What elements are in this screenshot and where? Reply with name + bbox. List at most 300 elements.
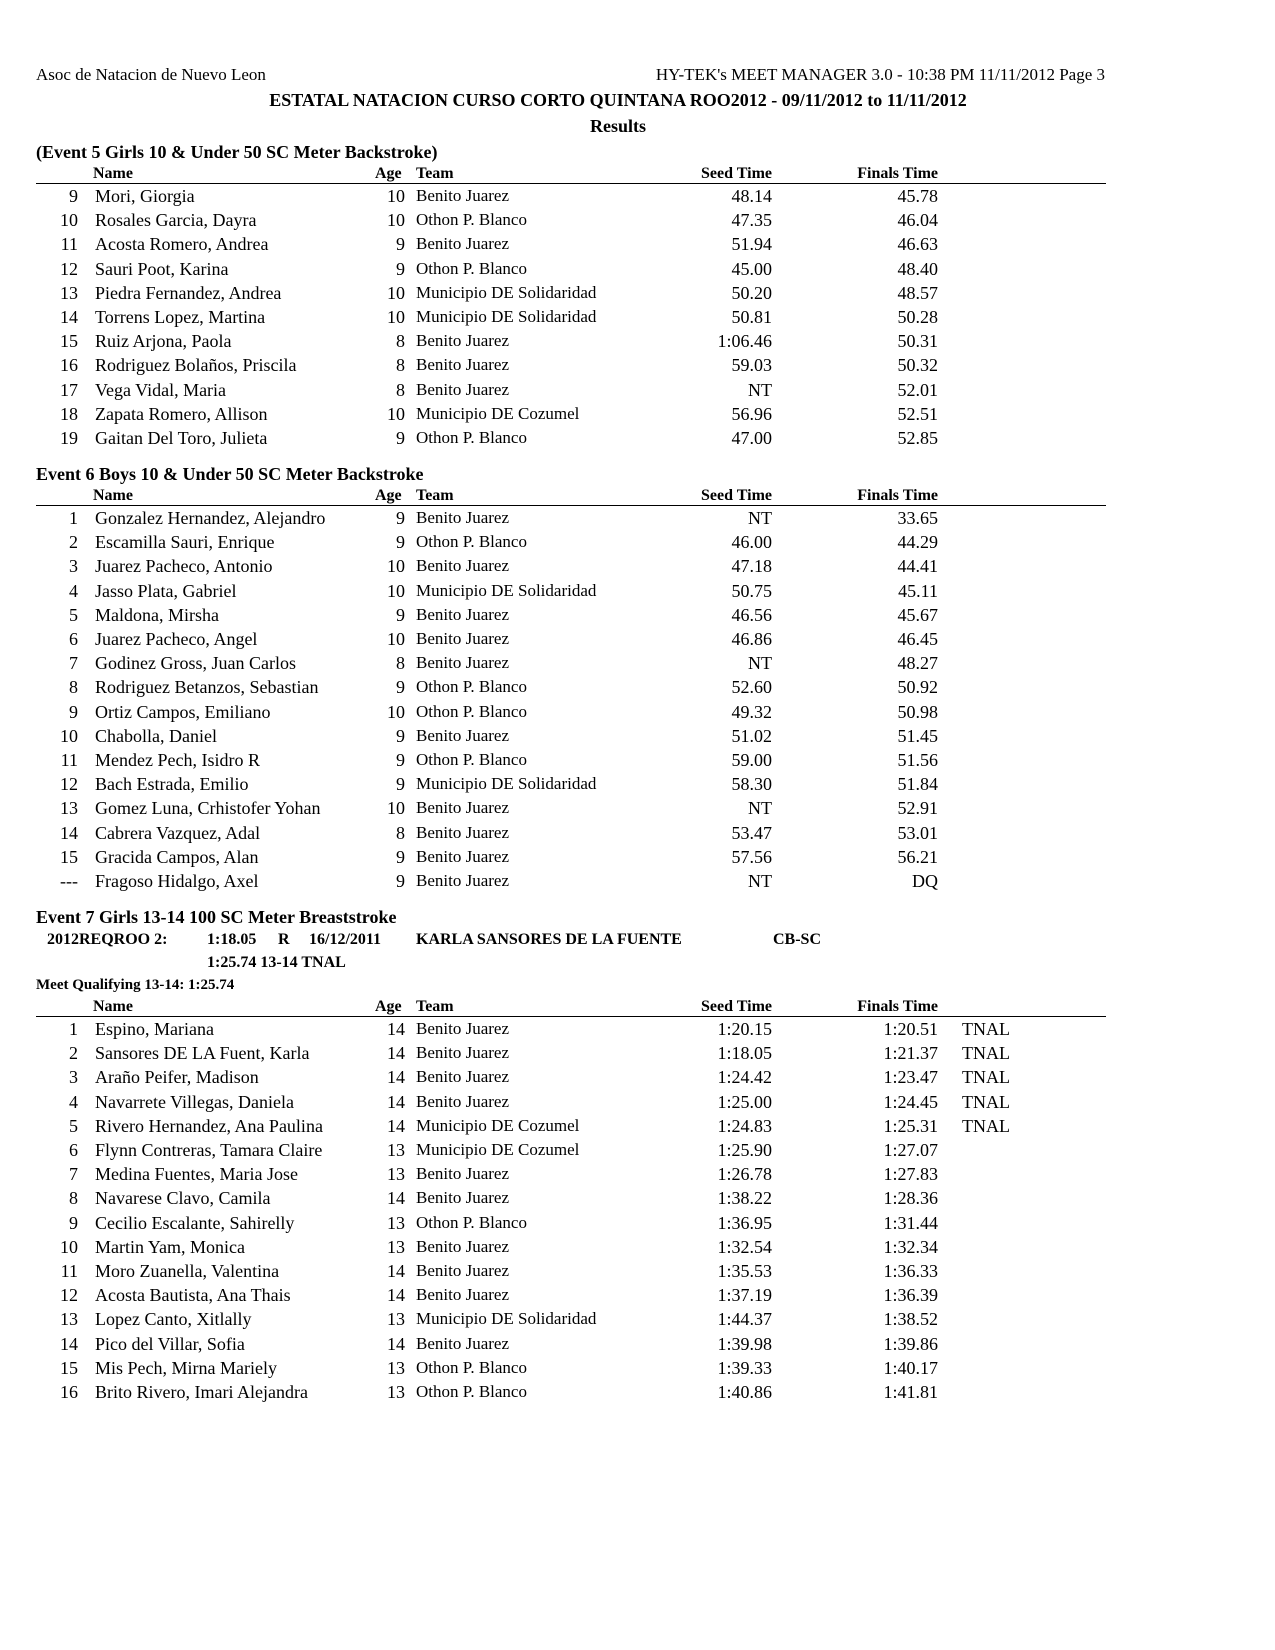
age: 9 bbox=[396, 677, 405, 698]
finals-time: 1:40.17 bbox=[883, 1357, 938, 1378]
result-row bbox=[36, 283, 1106, 307]
result-row bbox=[36, 380, 1106, 404]
age: 8 bbox=[396, 653, 405, 674]
swimmer-name: Brito Rivero, Imari Alejandra bbox=[95, 1382, 308, 1402]
result-row bbox=[36, 1043, 1106, 1067]
col-team: Team bbox=[416, 998, 454, 1015]
swimmer-name: Araño Peifer, Madison bbox=[95, 1067, 259, 1088]
swimmer-name: Sauri Poot, Karina bbox=[95, 258, 229, 279]
finals-time: 33.65 bbox=[897, 508, 938, 528]
seed-time: 47.18 bbox=[731, 556, 772, 577]
column-header-row bbox=[36, 159, 1106, 184]
team: Benito Juarez bbox=[416, 1236, 509, 1256]
place: 16 bbox=[60, 355, 78, 376]
swimmer-name: Rivero Hernandez, Ana Paulina bbox=[95, 1115, 323, 1136]
col-seed: Seed Time bbox=[701, 165, 772, 182]
team: Benito Juarez bbox=[416, 822, 509, 842]
age: 8 bbox=[396, 822, 405, 843]
result-row bbox=[36, 532, 1106, 556]
result-row bbox=[36, 702, 1106, 726]
age: 13 bbox=[387, 1357, 405, 1378]
place: 13 bbox=[60, 282, 78, 303]
event-title: Event 6 Boys 10 & Under 50 SC Meter Backstroke bbox=[36, 464, 424, 484]
finals-time: 1:25.31 bbox=[883, 1115, 938, 1136]
place: 18 bbox=[60, 403, 78, 424]
finals-time: 50.32 bbox=[897, 355, 938, 376]
swimmer-name: Escamilla Sauri, Enrique bbox=[95, 532, 275, 553]
swimmer-name: Zapata Romero, Allison bbox=[95, 403, 268, 424]
time-standard: 1:25.74 13-14 TNAL bbox=[207, 954, 346, 971]
team: Benito Juarez bbox=[416, 725, 509, 745]
place: 10 bbox=[60, 1236, 78, 1257]
seed-time: 1:32.54 bbox=[717, 1236, 772, 1257]
finals-time: 46.63 bbox=[897, 234, 938, 255]
age: 14 bbox=[387, 1285, 405, 1306]
seed-time: 53.47 bbox=[731, 822, 772, 843]
team: Othon P. Blanco bbox=[416, 1357, 527, 1377]
swimmer-name: Lopez Canto, Xitlally bbox=[95, 1309, 252, 1330]
result-row bbox=[36, 1188, 1106, 1212]
result-row bbox=[36, 750, 1106, 774]
column-header-row bbox=[36, 481, 1106, 506]
team: Othon P. Blanco bbox=[416, 1212, 527, 1232]
team: Benito Juarez bbox=[416, 508, 509, 527]
seed-time: NT bbox=[748, 871, 772, 891]
record-time: 1:18.05 bbox=[207, 931, 257, 948]
col-finals: Finals Time bbox=[857, 165, 938, 182]
age: 8 bbox=[396, 355, 405, 376]
place: 12 bbox=[60, 258, 78, 279]
team: Benito Juarez bbox=[416, 604, 509, 624]
result-row bbox=[36, 428, 1106, 452]
swimmer-name: Mendez Pech, Isidro R bbox=[95, 750, 260, 770]
place: 17 bbox=[60, 379, 78, 400]
swimmer-name: Vega Vidal, Maria bbox=[95, 379, 227, 400]
finals-time: 56.21 bbox=[897, 846, 938, 867]
result-row bbox=[36, 1140, 1106, 1164]
swimmer-name: Rosales Garcia, Dayra bbox=[95, 210, 257, 231]
swimmer-name: Torrens Lopez, Martina bbox=[95, 307, 266, 327]
finals-time: 1:24.45 bbox=[883, 1091, 938, 1112]
age: 14 bbox=[387, 1091, 405, 1112]
seed-time: 1:20.15 bbox=[717, 1019, 772, 1039]
finals-time: 1:36.39 bbox=[883, 1285, 938, 1306]
result-row bbox=[36, 1164, 1106, 1188]
age: 9 bbox=[396, 725, 405, 746]
team: Benito Juarez bbox=[416, 798, 509, 818]
result-row bbox=[36, 677, 1106, 701]
meet-title: ESTATAL NATACION CURSO CORTO QUINTANA ROO2012 - 09/11/2012 to 11/11/2012 bbox=[269, 90, 967, 110]
team: Othon P. Blanco bbox=[416, 258, 527, 278]
finals-time: 1:27.07 bbox=[883, 1140, 938, 1160]
record-holder: KARLA SANSORES DE LA FUENTE bbox=[416, 931, 682, 948]
age: 9 bbox=[396, 258, 405, 279]
swimmer-name: Pico del Villar, Sofia bbox=[95, 1333, 245, 1354]
team: Municipio DE Solidaridad bbox=[416, 307, 597, 326]
swimmer-name: Ortiz Campos, Emiliano bbox=[95, 701, 271, 722]
seed-time: 52.60 bbox=[731, 677, 772, 698]
result-row bbox=[36, 234, 1106, 258]
qualifying-standard: TNAL bbox=[962, 1043, 1010, 1064]
age: 9 bbox=[396, 871, 405, 891]
finals-time: 46.04 bbox=[897, 210, 938, 231]
col-age: Age bbox=[375, 165, 402, 182]
age: 10 bbox=[387, 701, 405, 722]
result-row bbox=[36, 508, 1106, 532]
place: 15 bbox=[60, 1357, 78, 1378]
finals-time: 45.11 bbox=[898, 580, 938, 601]
place: 8 bbox=[69, 677, 78, 698]
meet-qualifying: Meet Qualifying 13-14: 1:25.74 bbox=[36, 977, 235, 993]
seed-time: NT bbox=[748, 379, 772, 400]
age: 13 bbox=[387, 1164, 405, 1185]
place: 14 bbox=[60, 307, 78, 327]
finals-time: 48.57 bbox=[897, 282, 938, 303]
col-age: Age bbox=[375, 487, 402, 504]
age: 10 bbox=[387, 307, 405, 327]
team: Benito Juarez bbox=[416, 1261, 509, 1280]
place: 3 bbox=[69, 1067, 78, 1088]
seed-time: 57.56 bbox=[731, 846, 772, 867]
seed-time: 50.81 bbox=[731, 307, 772, 327]
result-row bbox=[36, 1358, 1106, 1382]
finals-time: 51.84 bbox=[897, 774, 938, 795]
team: Benito Juarez bbox=[416, 556, 509, 576]
place: 4 bbox=[69, 1091, 78, 1112]
seed-time: 1:39.98 bbox=[717, 1333, 772, 1354]
age: 9 bbox=[396, 234, 405, 255]
result-row bbox=[36, 186, 1106, 210]
team: Benito Juarez bbox=[416, 186, 509, 205]
place: 9 bbox=[69, 1212, 78, 1233]
swimmer-name: Espino, Mariana bbox=[95, 1019, 214, 1039]
swimmer-name: Chabolla, Daniel bbox=[95, 725, 217, 746]
col-name: Name bbox=[93, 998, 133, 1015]
age: 9 bbox=[396, 604, 405, 625]
age: 14 bbox=[387, 1115, 405, 1136]
team: Municipio DE Solidaridad bbox=[416, 282, 597, 302]
team: Benito Juarez bbox=[416, 1188, 509, 1208]
seed-time: NT bbox=[748, 508, 772, 528]
place: 19 bbox=[60, 428, 78, 448]
age: 13 bbox=[387, 1382, 405, 1402]
seed-time: 1:39.33 bbox=[717, 1357, 772, 1378]
seed-time: 47.35 bbox=[731, 210, 772, 231]
finals-time: 44.41 bbox=[897, 556, 938, 577]
seed-time: 1:44.37 bbox=[717, 1309, 772, 1330]
seed-time: 50.75 bbox=[731, 580, 772, 601]
org-name: Asoc de Natacion de Nuevo Leon bbox=[36, 65, 266, 84]
finals-time: 1:20.51 bbox=[883, 1019, 938, 1039]
age: 9 bbox=[396, 508, 405, 528]
place: 4 bbox=[69, 580, 78, 601]
swimmer-name: Martin Yam, Monica bbox=[95, 1236, 245, 1257]
age: 10 bbox=[387, 629, 405, 649]
seed-time: 1:24.83 bbox=[717, 1115, 772, 1136]
finals-time: DQ bbox=[912, 871, 938, 891]
age: 14 bbox=[387, 1043, 405, 1064]
team: Benito Juarez bbox=[416, 379, 509, 399]
event-title: Event 7 Girls 13-14 100 SC Meter Breaststroke bbox=[36, 907, 397, 927]
seed-time: 46.00 bbox=[731, 532, 772, 553]
place: 11 bbox=[60, 234, 78, 255]
place: 2 bbox=[69, 532, 78, 553]
age: 9 bbox=[396, 532, 405, 553]
seed-time: 58.30 bbox=[731, 774, 772, 795]
age: 14 bbox=[387, 1188, 405, 1209]
swimmer-name: Mis Pech, Mirna Mariely bbox=[95, 1357, 277, 1378]
result-row bbox=[36, 1382, 1106, 1406]
team: Othon P. Blanco bbox=[416, 428, 527, 447]
col-seed: Seed Time bbox=[701, 487, 772, 504]
qualifying-standard: TNAL bbox=[962, 1019, 1010, 1039]
place: 11 bbox=[60, 1261, 78, 1281]
results-subtitle: Results bbox=[589, 116, 646, 136]
seed-time: 1:25.90 bbox=[717, 1140, 772, 1160]
result-row bbox=[36, 1092, 1106, 1116]
age: 10 bbox=[387, 186, 405, 206]
seed-time: 45.00 bbox=[731, 258, 772, 279]
record-date: 16/12/2011 bbox=[309, 931, 382, 948]
finals-time: 1:36.33 bbox=[883, 1261, 938, 1281]
place: 15 bbox=[60, 331, 78, 352]
place: 5 bbox=[69, 604, 78, 625]
result-row bbox=[36, 823, 1106, 847]
column-header-row bbox=[36, 992, 1106, 1017]
place: 12 bbox=[60, 774, 78, 795]
place: 15 bbox=[60, 846, 78, 867]
age: 14 bbox=[387, 1067, 405, 1088]
seed-time: 51.02 bbox=[731, 725, 772, 746]
finals-time: 1:39.86 bbox=[883, 1333, 938, 1354]
age: 10 bbox=[387, 210, 405, 231]
place: 13 bbox=[60, 1309, 78, 1330]
team: Benito Juarez bbox=[416, 355, 509, 375]
swimmer-name: Sansores DE LA Fuent, Karla bbox=[95, 1043, 310, 1064]
result-row bbox=[36, 1213, 1106, 1237]
team: Othon P. Blanco bbox=[416, 1382, 527, 1401]
swimmer-name: Juarez Pacheco, Antonio bbox=[95, 556, 273, 577]
place: 2 bbox=[69, 1043, 78, 1064]
place: 1 bbox=[69, 508, 78, 528]
col-team: Team bbox=[416, 487, 454, 504]
result-row bbox=[36, 605, 1106, 629]
place: 8 bbox=[69, 1188, 78, 1209]
event-title: (Event 5 Girls 10 & Under 50 SC Meter Backstroke) bbox=[36, 142, 438, 162]
swimmer-name: Gaitan Del Toro, Julieta bbox=[95, 428, 268, 448]
seed-time: 46.86 bbox=[731, 629, 772, 649]
col-name: Name bbox=[93, 487, 133, 504]
software-info: HY-TEK's MEET MANAGER 3.0 - 10:38 PM 11/11/2012 Page 3 bbox=[655, 65, 1105, 84]
team: Benito Juarez bbox=[416, 331, 509, 351]
team: Benito Juarez bbox=[416, 653, 509, 673]
finals-time: 45.67 bbox=[897, 604, 938, 625]
swimmer-name: Moro Zuanella, Valentina bbox=[95, 1261, 280, 1281]
seed-time: 1:25.00 bbox=[717, 1091, 772, 1112]
team: Benito Juarez bbox=[416, 1043, 509, 1063]
finals-time: 51.45 bbox=[897, 725, 938, 746]
seed-time: 1:37.19 bbox=[717, 1285, 772, 1306]
seed-time: 47.00 bbox=[731, 428, 772, 448]
finals-time: 1:23.47 bbox=[883, 1067, 938, 1088]
age: 10 bbox=[387, 556, 405, 577]
seed-time: 1:24.42 bbox=[717, 1067, 772, 1088]
finals-time: 52.51 bbox=[897, 403, 938, 424]
place: 12 bbox=[60, 1285, 78, 1306]
result-row bbox=[36, 1261, 1106, 1285]
team: Municipio DE Solidaridad bbox=[416, 774, 597, 794]
result-row bbox=[36, 1067, 1106, 1091]
result-row bbox=[36, 847, 1106, 871]
swimmer-name: Gonzalez Hernandez, Alejandro bbox=[95, 508, 326, 528]
finals-time: 52.01 bbox=[897, 379, 938, 400]
seed-time: 1:18.05 bbox=[717, 1043, 772, 1064]
result-row bbox=[36, 1116, 1106, 1140]
result-row bbox=[36, 1237, 1106, 1261]
team: Municipio DE Cozumel bbox=[416, 403, 580, 423]
swimmer-name: Gracida Campos, Alan bbox=[95, 846, 259, 867]
age: 10 bbox=[387, 798, 405, 819]
seed-time: 59.03 bbox=[731, 355, 772, 376]
seed-time: 48.14 bbox=[731, 186, 772, 206]
finals-time: 1:38.52 bbox=[883, 1309, 938, 1330]
team: Benito Juarez bbox=[416, 1285, 509, 1305]
result-row bbox=[36, 210, 1106, 234]
result-row bbox=[36, 355, 1106, 379]
swimmer-name: Jasso Plata, Gabriel bbox=[95, 580, 237, 601]
place: 3 bbox=[69, 556, 78, 577]
swimmer-name: Godinez Gross, Juan Carlos bbox=[95, 653, 296, 674]
seed-time: 46.56 bbox=[731, 604, 772, 625]
col-name: Name bbox=[93, 165, 133, 182]
seed-time: 50.20 bbox=[731, 282, 772, 303]
age: 14 bbox=[387, 1019, 405, 1039]
record-label: 2012REQROO 2: bbox=[47, 931, 168, 948]
swimmer-name: Bach Estrada, Emilio bbox=[95, 774, 249, 795]
qualifying-standard: TNAL bbox=[962, 1091, 1010, 1112]
age: 9 bbox=[396, 750, 405, 770]
seed-time: 1:06.46 bbox=[717, 331, 772, 352]
qualifying-standard: TNAL bbox=[962, 1115, 1010, 1136]
seed-time: 49.32 bbox=[731, 701, 772, 722]
age: 14 bbox=[387, 1333, 405, 1354]
team: Benito Juarez bbox=[416, 1067, 509, 1087]
col-finals: Finals Time bbox=[857, 487, 938, 504]
finals-time: 44.29 bbox=[897, 532, 938, 553]
result-row bbox=[36, 653, 1106, 677]
swimmer-name: Fragoso Hidalgo, Axel bbox=[95, 871, 259, 891]
finals-time: 45.78 bbox=[897, 186, 938, 206]
team: Benito Juarez bbox=[416, 1091, 509, 1111]
team: Benito Juarez bbox=[416, 629, 509, 648]
result-row bbox=[36, 331, 1106, 355]
finals-time: 48.27 bbox=[897, 653, 938, 674]
result-row bbox=[36, 404, 1106, 428]
result-row bbox=[36, 307, 1106, 331]
age: 10 bbox=[387, 403, 405, 424]
seed-time: NT bbox=[748, 653, 772, 674]
age: 9 bbox=[396, 774, 405, 795]
result-row bbox=[36, 259, 1106, 283]
finals-time: 50.92 bbox=[897, 677, 938, 698]
place: 13 bbox=[60, 798, 78, 819]
age: 10 bbox=[387, 580, 405, 601]
swimmer-name: Cabrera Vazquez, Adal bbox=[95, 822, 261, 843]
result-row bbox=[36, 1285, 1106, 1309]
team: Othon P. Blanco bbox=[416, 750, 527, 769]
finals-time: 1:21.37 bbox=[883, 1043, 938, 1064]
seed-time: 1:26.78 bbox=[717, 1164, 772, 1185]
swimmer-name: Acosta Bautista, Ana Thais bbox=[95, 1285, 291, 1306]
place: 9 bbox=[69, 701, 78, 722]
swimmer-name: Cecilio Escalante, Sahirelly bbox=[95, 1212, 295, 1233]
qualifying-standard: TNAL bbox=[962, 1067, 1010, 1088]
team: Benito Juarez bbox=[416, 1164, 509, 1184]
result-row bbox=[36, 774, 1106, 798]
team: Municipio DE Solidaridad bbox=[416, 1309, 597, 1329]
finals-time: 50.31 bbox=[897, 331, 938, 352]
seed-time: 1:38.22 bbox=[717, 1188, 772, 1209]
swimmer-name: Juarez Pacheco, Angel bbox=[95, 629, 258, 649]
team: Benito Juarez bbox=[416, 846, 509, 866]
team: Municipio DE Solidaridad bbox=[416, 580, 597, 600]
place: 6 bbox=[69, 629, 78, 649]
result-row bbox=[36, 556, 1106, 580]
result-row bbox=[36, 1309, 1106, 1333]
result-row bbox=[36, 1019, 1106, 1043]
seed-time: 59.00 bbox=[731, 750, 772, 770]
place: 1 bbox=[69, 1019, 78, 1039]
place: 10 bbox=[60, 210, 78, 231]
team: Municipio DE Cozumel bbox=[416, 1140, 580, 1159]
finals-time: 1:31.44 bbox=[883, 1212, 938, 1233]
swimmer-name: Navarrete Villegas, Daniela bbox=[95, 1091, 294, 1112]
finals-time: 53.01 bbox=[897, 822, 938, 843]
place: 14 bbox=[60, 1333, 78, 1354]
age: 9 bbox=[396, 846, 405, 867]
finals-time: 52.91 bbox=[897, 798, 938, 819]
swimmer-name: Flynn Contreras, Tamara Claire bbox=[95, 1140, 323, 1160]
age: 13 bbox=[387, 1140, 405, 1160]
record-team: CB-SC bbox=[773, 931, 822, 948]
finals-time: 48.40 bbox=[897, 258, 938, 279]
swimmer-name: Medina Fuentes, Maria Jose bbox=[95, 1164, 298, 1185]
swimmer-name: Mori, Giorgia bbox=[95, 186, 195, 206]
seed-time: 1:40.86 bbox=[717, 1382, 772, 1402]
swimmer-name: Rodriguez Bolaños, Priscila bbox=[95, 355, 297, 376]
finals-time: 1:28.36 bbox=[883, 1188, 938, 1209]
age: 13 bbox=[387, 1236, 405, 1257]
team: Othon P. Blanco bbox=[416, 210, 527, 230]
seed-time: NT bbox=[748, 798, 772, 819]
swimmer-name: Piedra Fernandez, Andrea bbox=[95, 282, 282, 303]
place: 7 bbox=[69, 1164, 78, 1185]
finals-time: 1:41.81 bbox=[883, 1382, 938, 1402]
seed-time: 51.94 bbox=[731, 234, 772, 255]
col-finals: Finals Time bbox=[857, 998, 938, 1015]
age: 8 bbox=[396, 379, 405, 400]
result-row bbox=[36, 581, 1106, 605]
age: 8 bbox=[396, 331, 405, 352]
swimmer-name: Ruiz Arjona, Paola bbox=[95, 331, 232, 352]
result-row bbox=[36, 629, 1106, 653]
finals-time: 46.45 bbox=[897, 629, 938, 649]
place: 6 bbox=[69, 1140, 78, 1160]
result-row bbox=[36, 726, 1106, 750]
team: Othon P. Blanco bbox=[416, 677, 527, 697]
swimmer-name: Acosta Romero, Andrea bbox=[95, 234, 269, 255]
team: Othon P. Blanco bbox=[416, 701, 527, 721]
